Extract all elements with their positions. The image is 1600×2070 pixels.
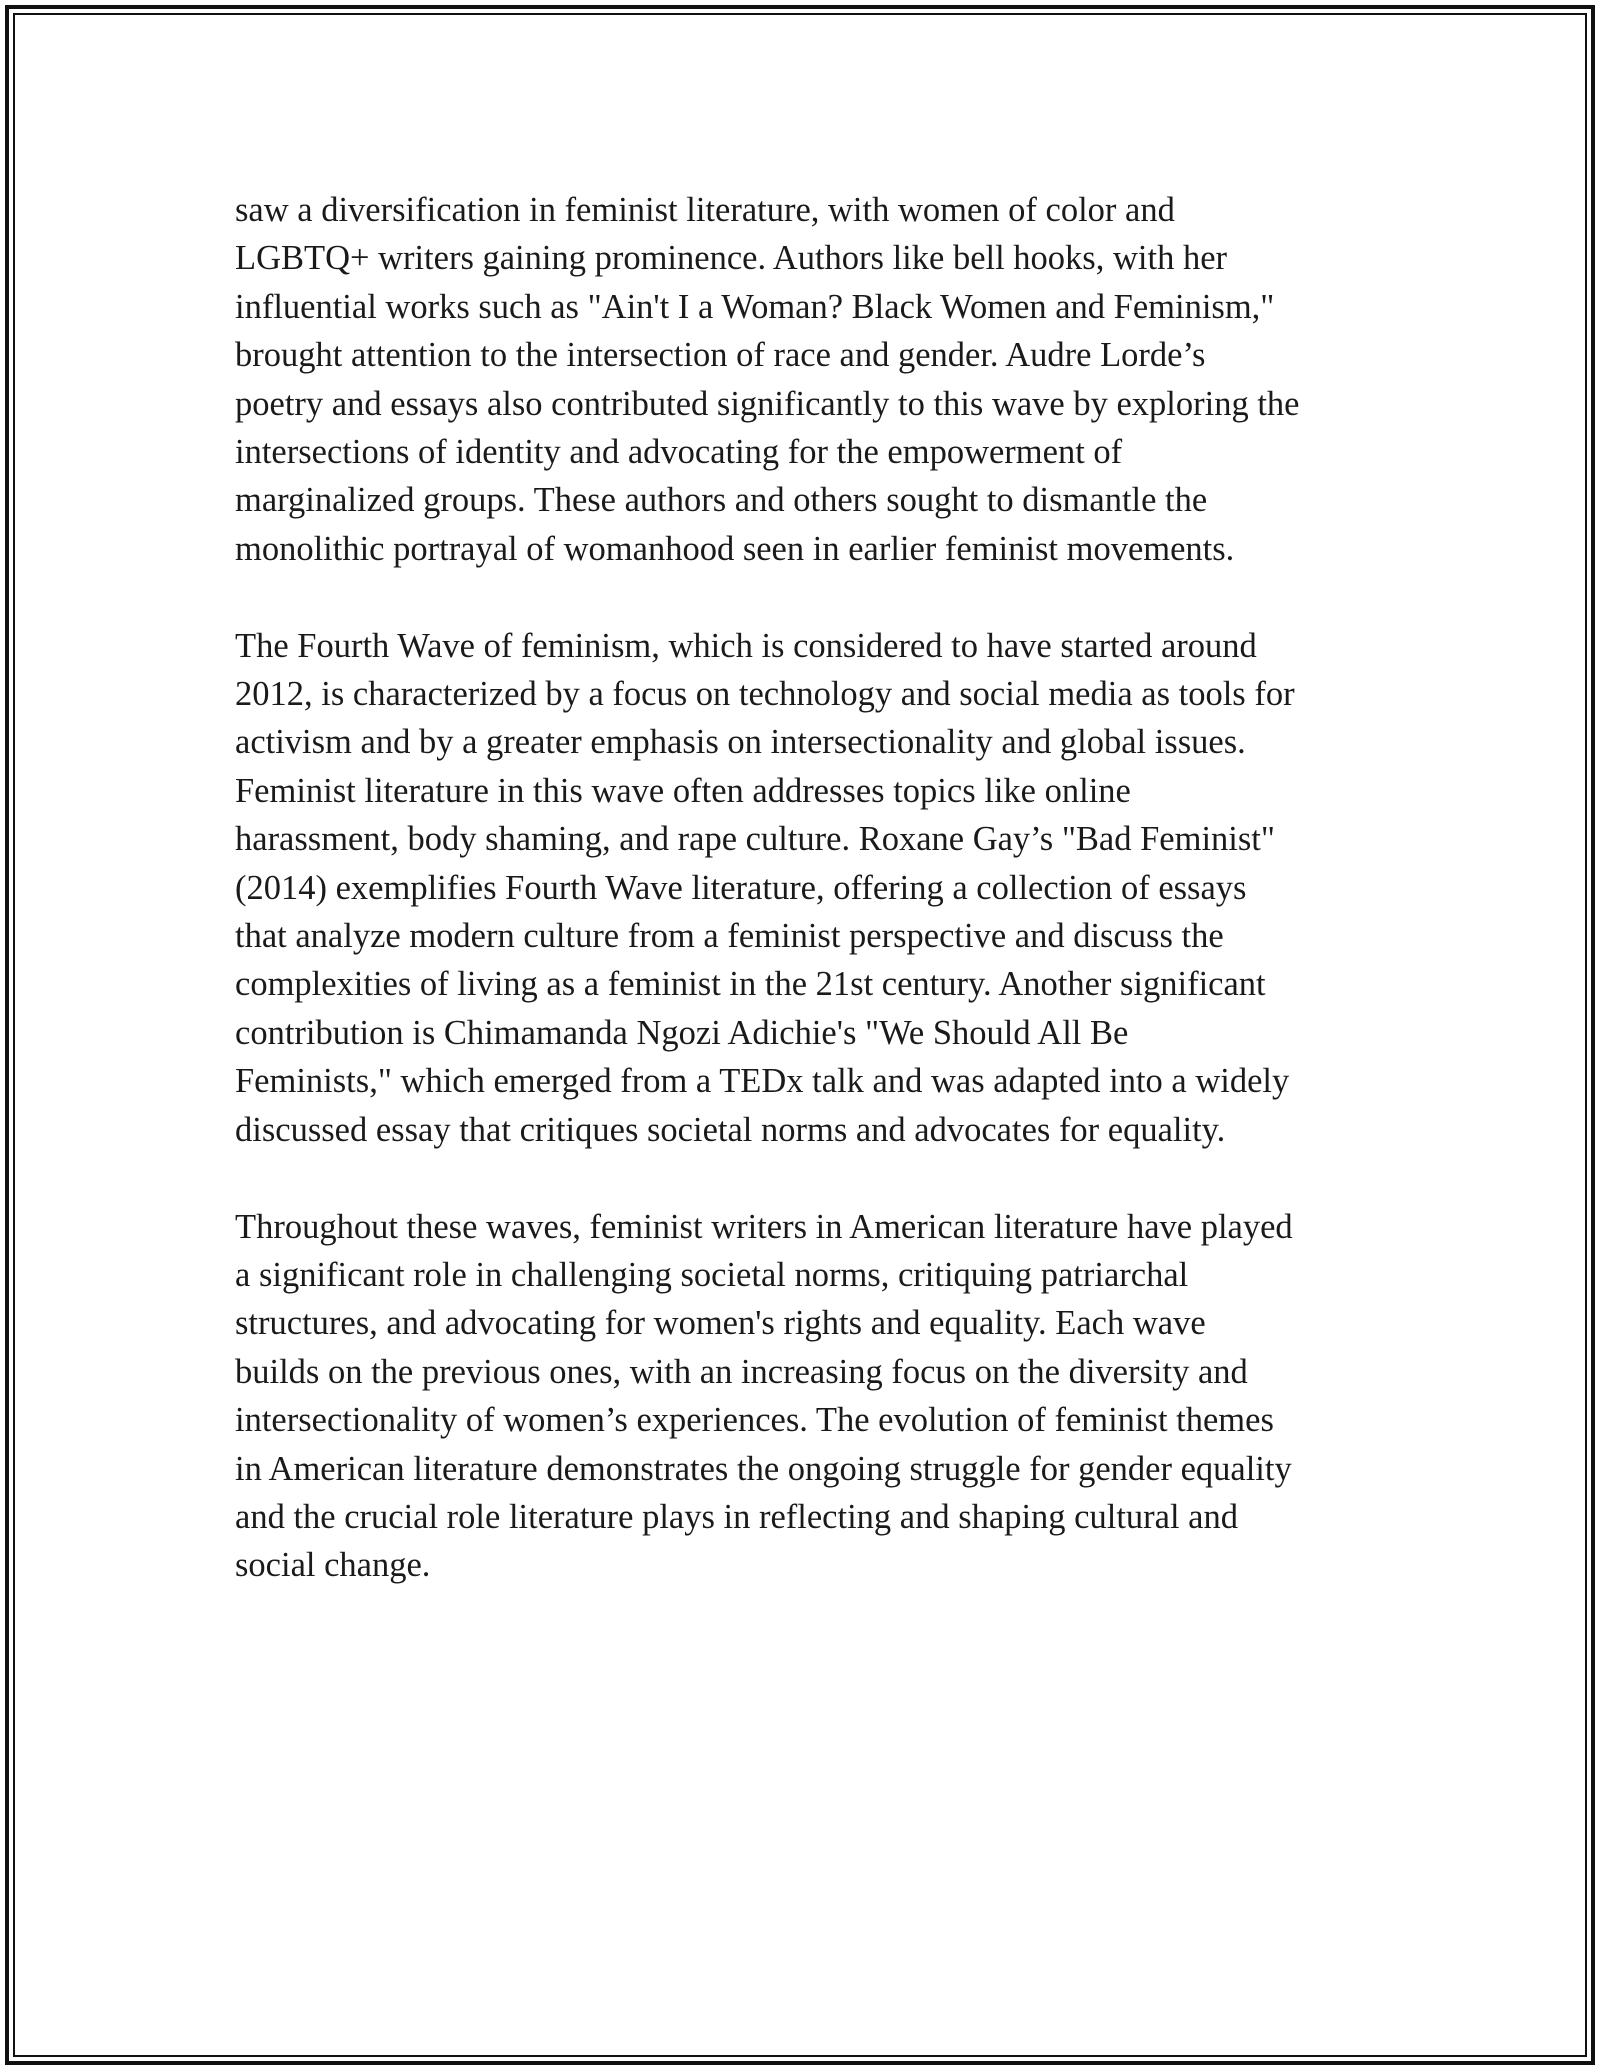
text-line: influential works such as "Ain't I a Woman? Black Women and Feminism," — [235, 287, 1275, 326]
text-line: poetry and essays also contributed significantly to this wave by exploring the — [235, 384, 1300, 423]
text-line: intersections of identity and advocating for the empowerment of — [235, 433, 1123, 472]
text-line: a significant role in challenging societal norms, critiquing patriarchal — [235, 1255, 1189, 1294]
paragraph-fourth-wave — [235, 622, 1385, 1154]
text-line: Feminist literature in this wave often addresses topics like online — [235, 771, 1131, 810]
text-line: in American literature demonstrates the ongoing struggle for gender equality — [235, 1449, 1292, 1488]
text-line: Feminists," which emerged from a TEDx talk and was adapted into a widely — [235, 1062, 1290, 1101]
paragraph-third-wave — [235, 186, 1385, 573]
text-line: The Fourth Wave of feminism, which is considered to have started around — [235, 626, 1257, 665]
text-line: structures, and advocating for women's rights and equality. Each wave — [235, 1304, 1206, 1343]
text-line: monolithic portrayal of womanhood seen in earlier feminist movements. — [235, 529, 1235, 568]
text-line: builds on the previous ones, with an increasing focus on the diversity and — [235, 1352, 1248, 1391]
text-line: activism and by a greater emphasis on intersectionality and global issues. — [235, 723, 1246, 762]
text-line: 2012, is characterized by a focus on technology and social media as tools for — [235, 675, 1295, 714]
text-line: that analyze modern culture from a feminist perspective and discuss the — [235, 917, 1224, 956]
text-line: (2014) exemplifies Fourth Wave literature, offering a collection of essays — [235, 868, 1247, 907]
text-line: and the crucial role literature plays in reflecting and shaping cultural and — [235, 1497, 1238, 1536]
paragraph-conclusion — [235, 1203, 1385, 1590]
text-line: marginalized groups. These authors and others sought to dismantle the — [235, 481, 1208, 520]
text-line: discussed essay that critiques societal norms and advocates for equality. — [235, 1110, 1226, 1149]
text-line: harassment, body shaming, and rape culture. Roxane Gay’s "Bad Feminist" — [235, 820, 1275, 859]
text-line: intersectionality of women’s experiences. The evolution of feminist themes — [235, 1401, 1274, 1440]
text-line: LGBTQ+ writers gaining prominence. Authors like bell hooks, with her — [235, 239, 1227, 278]
text-line: contribution is Chimamanda Ngozi Adichie's "We Should All Be — [235, 1013, 1129, 1052]
text-line: Throughout these waves, feminist writers in American literature have played — [235, 1207, 1293, 1246]
text-line: saw a diversification in feminist literature, with women of color and — [235, 191, 1175, 229]
document-body — [235, 186, 1385, 1638]
text-line: social change. — [235, 1546, 431, 1585]
text-line: complexities of living as a feminist in the 21st century. Another significant — [235, 965, 1266, 1004]
text-line: brought attention to the intersection of race and gender. Audre Lorde’s — [235, 336, 1206, 375]
